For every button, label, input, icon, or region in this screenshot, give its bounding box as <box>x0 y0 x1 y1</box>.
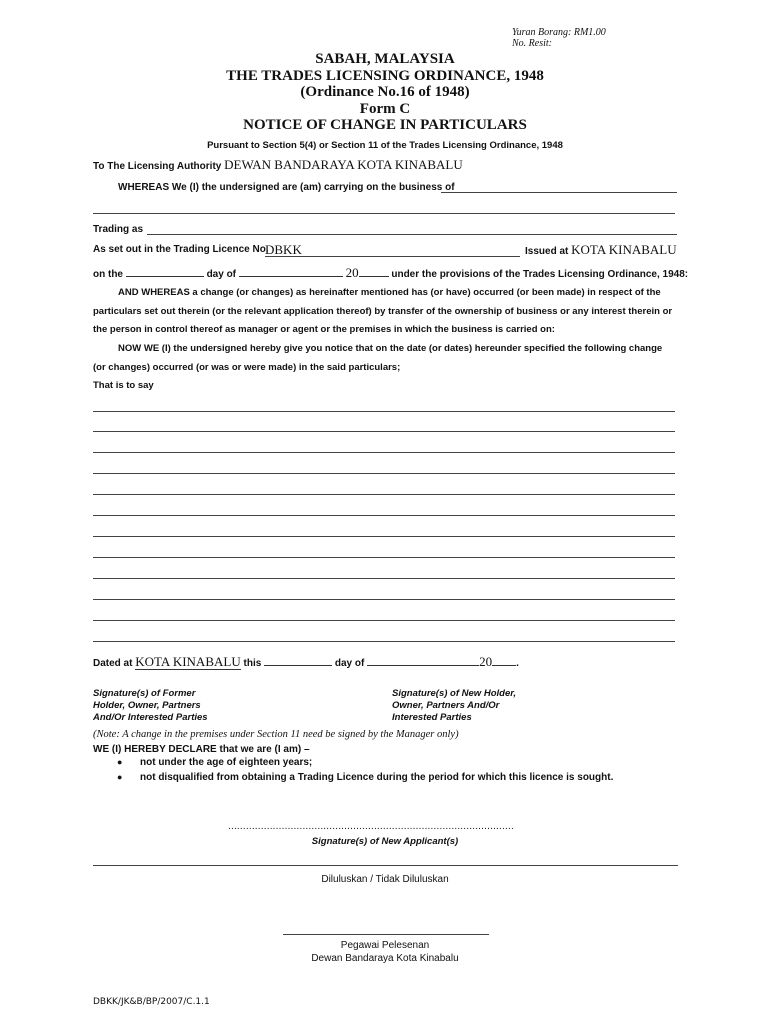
particulars-line[interactable] <box>93 641 675 642</box>
licence-year-field[interactable] <box>359 266 389 277</box>
bullet-icon: ● <box>117 772 123 782</box>
licence-day-of-label: day of <box>206 269 237 280</box>
dated-line <box>93 655 519 670</box>
and-whereas-line-3: the person in control thereof as manager or agent or the premises in which the business is carried on: <box>93 324 555 335</box>
officer-title: Pegawai Pelesenan <box>340 940 430 951</box>
particulars-line[interactable] <box>93 599 675 600</box>
business-field[interactable] <box>441 192 677 193</box>
dated-at-label: Dated at <box>93 658 133 669</box>
and-whereas-line-1: AND WHEREAS a change (or changes) as hereinafter mentioned has (or have) occurred (or been made) in respect of the <box>118 287 661 298</box>
authority-label: To The Licensing Authority <box>93 161 222 172</box>
particulars-line[interactable] <box>93 536 675 537</box>
particulars-line[interactable] <box>93 431 675 432</box>
authority-line <box>93 159 463 173</box>
former-signature-label: Signature(s) of Former Holder, Owner, Partners And/Or Interested Parties <box>93 688 208 723</box>
now-we-line-1: NOW WE (I) the undersigned hereby give you notice that on the date (or dates) hereunder specified the following change <box>118 343 663 354</box>
particulars-line[interactable] <box>93 494 675 495</box>
declaration-item: not under the age of eighteen years; <box>140 757 313 768</box>
officer-organisation: Dewan Bandaraya Kota Kinabalu <box>311 953 459 964</box>
licence-year-prefix: 20 <box>345 265 359 280</box>
bullet-icon: ● <box>117 757 123 767</box>
trading-as-field[interactable] <box>147 234 677 235</box>
whereas-label: WHEREAS We (I) the undersigned are (am) carrying on the business of <box>118 182 455 193</box>
dated-year-prefix: 20 <box>479 654 493 669</box>
particulars-line[interactable] <box>93 557 675 558</box>
receipt-number-label: No. Resit: <box>512 38 552 49</box>
now-we-line-2: (or changes) occurred (or was or were made) in the said particulars; <box>93 362 401 373</box>
authority-value: DEWAN BANDARAYA KOTA KINABALU <box>224 157 463 172</box>
dated-place-value: KOTA KINABALU <box>135 654 241 669</box>
heading-ordinance-number: (Ordinance No.16 of 1948) <box>300 84 470 100</box>
declaration-item: not disqualified from obtaining a Trading Licence during the period for which this licence is sought. <box>140 772 614 783</box>
licence-date-line <box>93 266 688 281</box>
licence-month-field[interactable] <box>239 266 343 277</box>
issued-line <box>525 244 677 258</box>
particulars-line[interactable] <box>93 452 675 453</box>
and-whereas-line-2: particulars set out therein (or the relevant application thereof) by transfer of the ownership of business or any interest therein or <box>93 306 673 317</box>
approval-status: Diluluskan / Tidak Diluluskan <box>321 874 449 885</box>
dated-day-field[interactable] <box>264 655 332 666</box>
form-code: DBKK/JK&B/BP/2007/C.1.1 <box>93 997 210 1007</box>
licence-day-field[interactable] <box>126 266 204 277</box>
officer-signature-field[interactable] <box>283 934 489 935</box>
licence-number-value: DBKK <box>265 242 302 257</box>
divider <box>93 865 678 866</box>
new-holder-signature-label: Signature(s) of New Holder, Owner, Partners And/Or Interested Parties <box>392 688 517 723</box>
heading-ordinance: THE TRADES LICENSING ORDINANCE, 1948 <box>226 68 544 84</box>
pursuant-line: Pursuant to Section 5(4) or Section 11 of the Trades Licensing Ordinance, 1948 <box>207 140 563 151</box>
issued-value: KOTA KINABALU <box>571 242 677 257</box>
on-the-label: on the <box>93 269 123 280</box>
issued-label: Issued at <box>525 246 569 257</box>
form-fee: Yuran Borang: RM1.00 <box>512 27 606 38</box>
heading-form: Form C <box>359 101 411 117</box>
manager-note: (Note: A change in the premises under Section 11 need be signed by the Manager only) <box>93 729 459 740</box>
dated-this-label: this <box>243 658 262 669</box>
that-is-to-say-label: That is to say <box>93 380 154 391</box>
licence-number-field[interactable] <box>265 256 520 257</box>
licence-ordinance-tail: under the provisions of the Trades Licensing Ordinance, 1948: <box>391 269 689 280</box>
dated-month-field[interactable] <box>367 655 479 666</box>
particulars-line[interactable] <box>93 578 675 579</box>
dated-day-of-label: day of <box>334 658 365 669</box>
applicant-signature-field[interactable]: ................................................................................................ <box>228 821 514 832</box>
trading-as-label: Trading as <box>93 224 144 235</box>
licence-label: As set out in the Trading Licence No. <box>93 244 269 255</box>
declaration-title: WE (I) HEREBY DECLARE that we are (I am) – <box>93 744 310 755</box>
business-field-continued[interactable] <box>93 213 675 214</box>
dated-end: . <box>516 658 519 669</box>
heading-state: SABAH, MALAYSIA <box>315 51 455 67</box>
particulars-line[interactable] <box>93 411 675 412</box>
particulars-line[interactable] <box>93 473 675 474</box>
page-title: NOTICE OF CHANGE IN PARTICULARS <box>243 117 527 133</box>
dated-year-field[interactable] <box>492 655 516 666</box>
particulars-line[interactable] <box>93 620 675 621</box>
applicant-signature-label: Signature(s) of New Applicant(s) <box>311 836 459 847</box>
particulars-line[interactable] <box>93 515 675 516</box>
